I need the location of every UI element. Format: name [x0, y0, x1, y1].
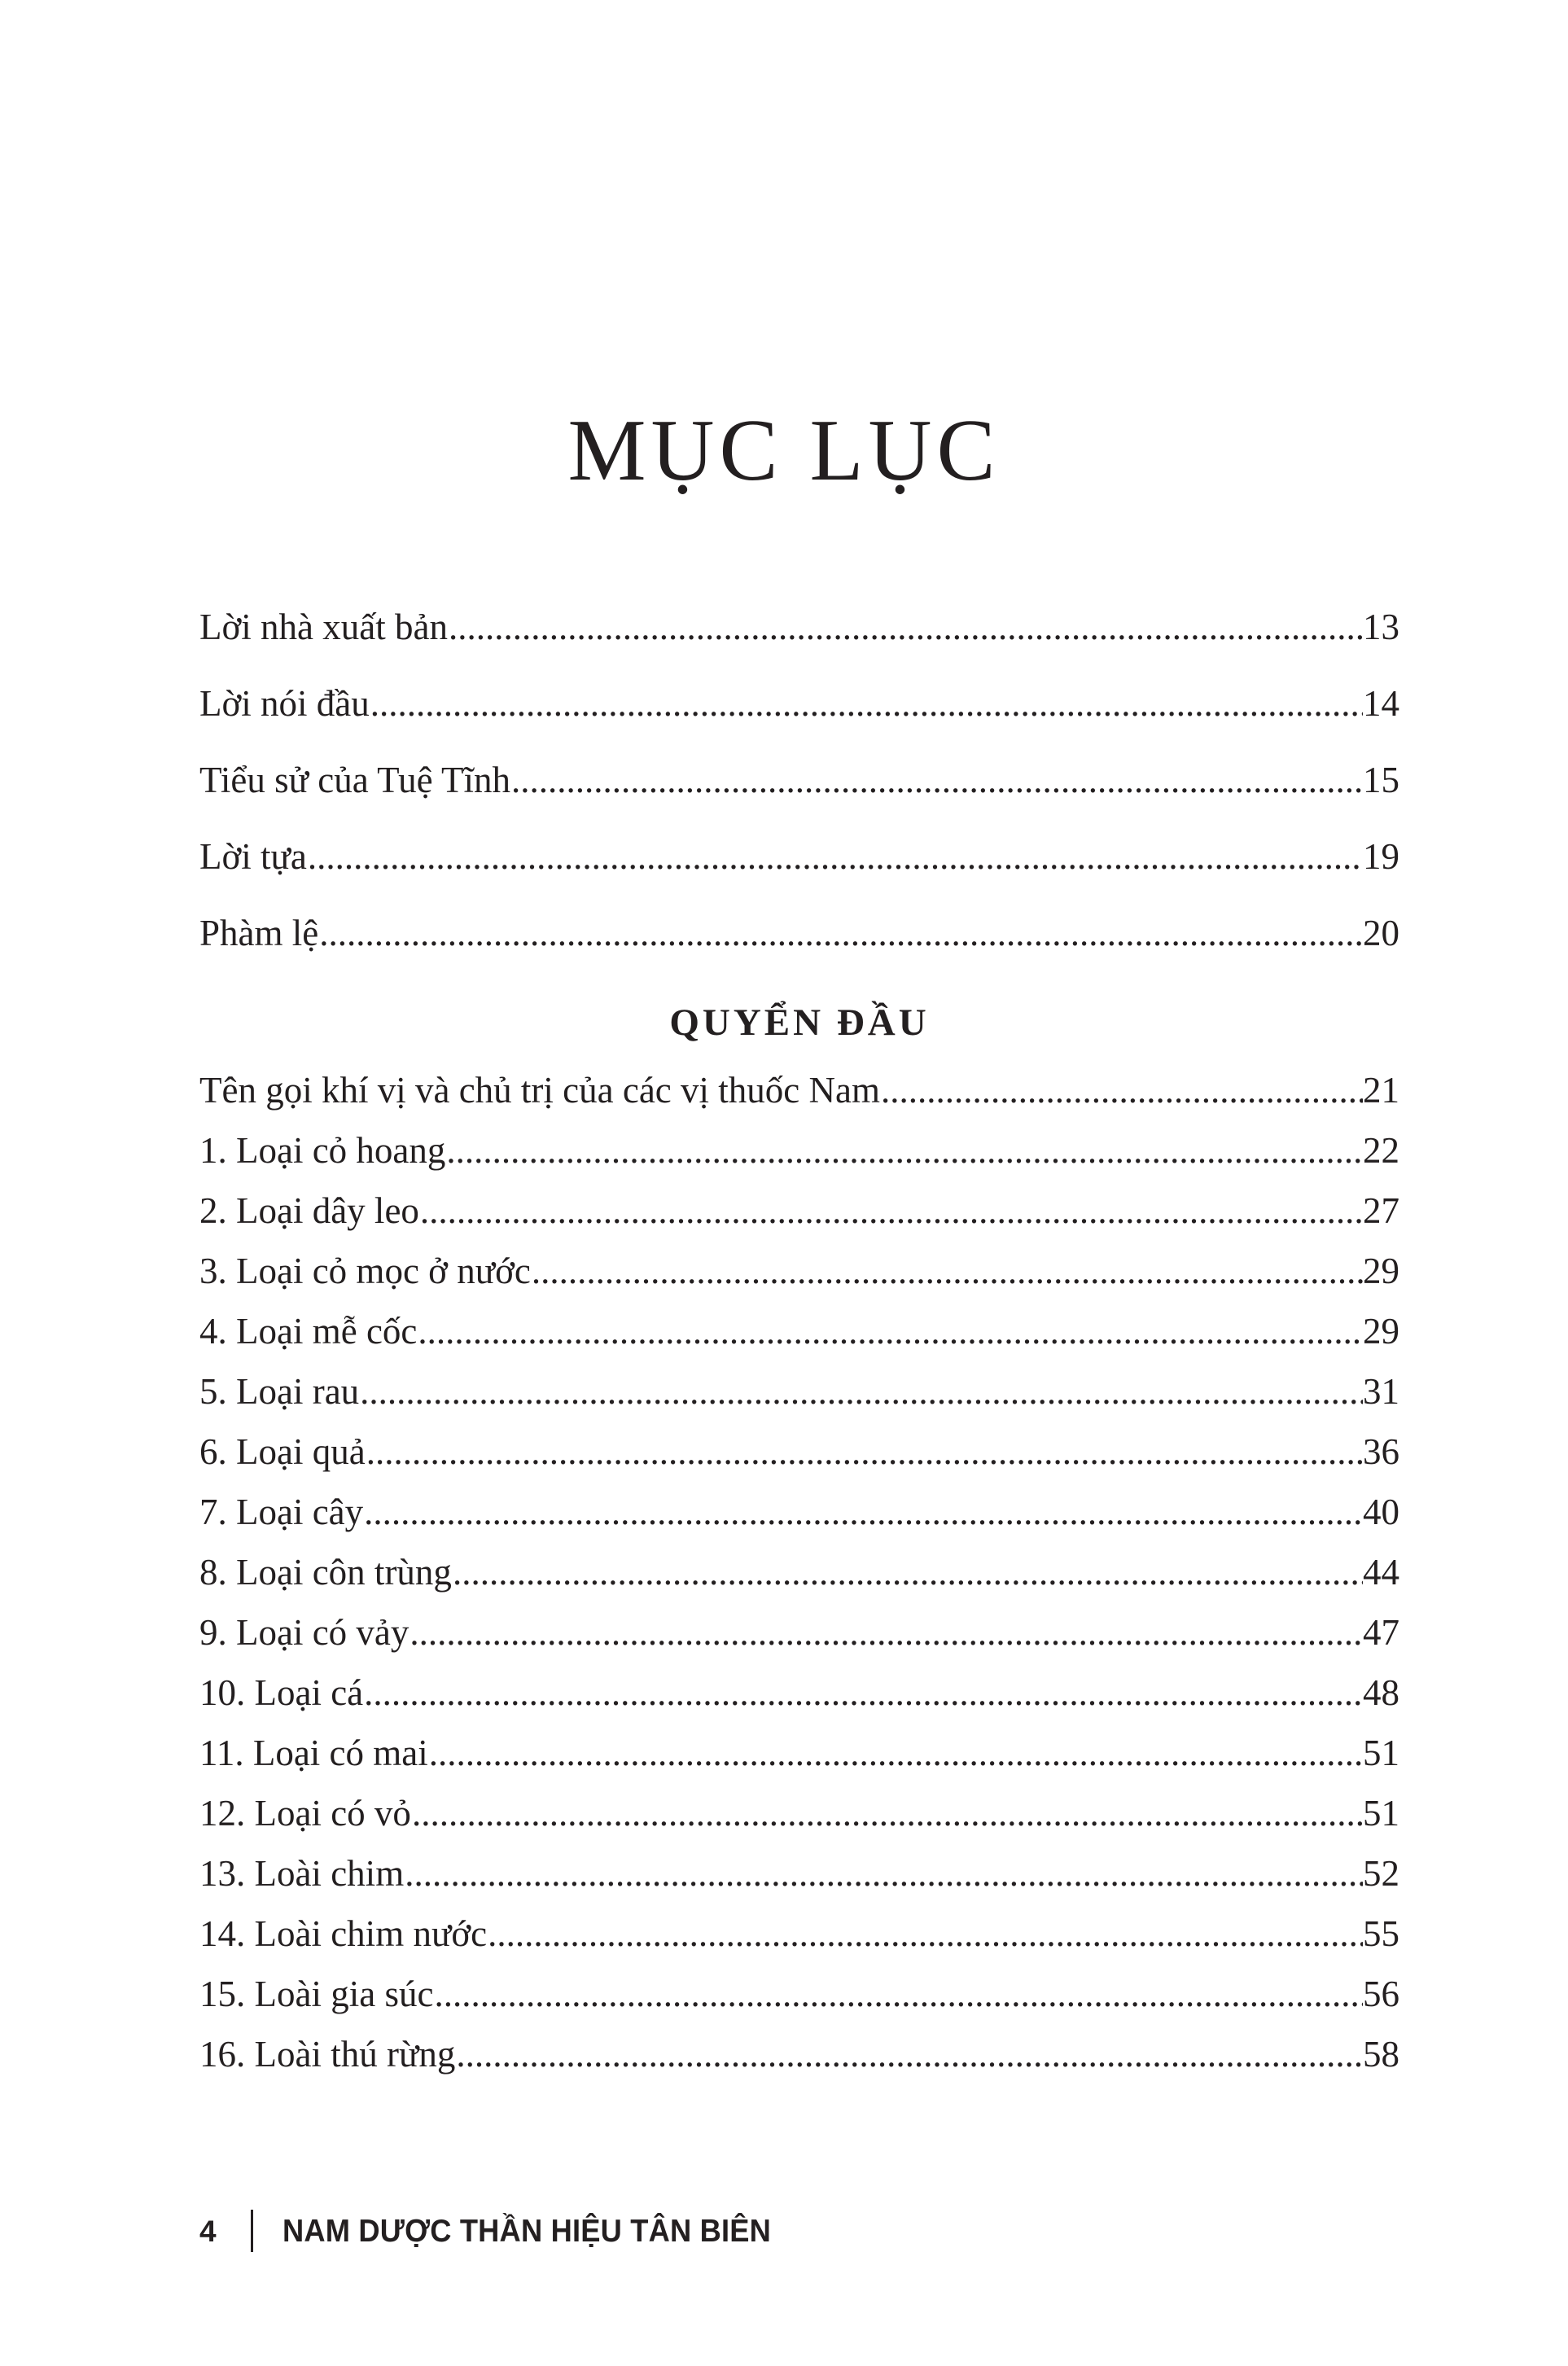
toc.section_entries-page-number: 44 — [1363, 1551, 1399, 1593]
dot-leader — [881, 1072, 1363, 1109]
toc.section_entries-page-number: 51 — [1363, 1732, 1399, 1773]
toc-entry[interactable] — [199, 1129, 1399, 1171]
toc-entry[interactable] — [199, 1190, 1399, 1231]
toc-entry[interactable] — [199, 915, 1399, 952]
dot-leader — [360, 1374, 1363, 1410]
toc.section_entries-page-number: 56 — [1363, 1973, 1399, 2014]
toc-entry[interactable] — [199, 1973, 1399, 2014]
toc.section_entries-label: 12. Loại có vỏ — [199, 1792, 411, 1834]
toc.section_entries-label: 9. Loại có vảy — [199, 1611, 410, 1653]
toc-entry[interactable] — [199, 836, 1399, 877]
toc.section_entries-page-number: 29 — [1363, 1250, 1399, 1291]
dot-leader — [420, 1193, 1363, 1229]
toc-entry[interactable] — [199, 1250, 1399, 1291]
toc-entry[interactable] — [199, 1310, 1399, 1352]
section-header-quyen-dau: QUYỂN ĐẦU — [669, 1001, 930, 1044]
toc-entry[interactable] — [199, 762, 1399, 799]
toc.front_matter-label: Tiểu sử của Tuệ Tĩnh — [199, 760, 510, 800]
toc.front_matter-label: Lời nhà xuất bản — [199, 607, 448, 647]
toc.section_entries-label: 1. Loại cỏ hoang — [199, 1129, 446, 1171]
toc.section_entries-page-number: 58 — [1363, 2033, 1399, 2075]
dot-leader — [412, 1795, 1363, 1832]
toc.section_entries-page-number: 48 — [1363, 1672, 1399, 1713]
toc.section_entries-page-number: 51 — [1363, 1792, 1399, 1834]
toc.section_entries-label: 4. Loại mễ cốc — [199, 1310, 418, 1352]
toc.section_entries-label: 15. Loài gia súc — [199, 1973, 434, 2014]
dot-leader — [319, 915, 1363, 952]
toc.section_entries-page-number: 47 — [1363, 1611, 1399, 1653]
toc-entry[interactable] — [199, 1611, 1399, 1653]
toc-section-entries-group — [199, 1069, 1399, 2075]
page-footer — [199, 2206, 808, 2255]
toc.section_entries-page-number: 52 — [1363, 1852, 1399, 1894]
toc.section_entries-label: 14. Loài chim nước — [199, 1913, 488, 1954]
dot-leader — [434, 1976, 1363, 2013]
toc-entry[interactable] — [199, 609, 1399, 646]
toc-entry[interactable] — [199, 1431, 1399, 1472]
toc-entry[interactable] — [199, 1370, 1399, 1412]
dot-leader — [405, 1856, 1363, 1892]
toc.section_entries-page-number: 22 — [1363, 1129, 1399, 1171]
toc.front_matter-label: Lời tựa — [199, 836, 307, 877]
toc-content — [199, 609, 1399, 2097]
toc.front_matter-page-number: 19 — [1363, 836, 1399, 877]
dot-leader — [364, 1494, 1363, 1531]
dot-leader — [488, 1916, 1363, 1952]
toc.section_entries-page-number: 40 — [1363, 1491, 1399, 1532]
dot-leader — [456, 2036, 1363, 2073]
toc.section_entries-page-number: 36 — [1363, 1431, 1399, 1472]
toc.front_matter-label: Phàm lệ — [199, 913, 319, 953]
toc.section_entries-label: 2. Loại dây leo — [199, 1190, 419, 1231]
toc.section_entries-page-number: 31 — [1363, 1370, 1399, 1412]
footer-page-number: 4 — [199, 2214, 217, 2248]
toc-entry[interactable] — [199, 1491, 1399, 1532]
toc-entry[interactable] — [199, 1069, 1399, 1111]
dot-leader — [364, 1675, 1363, 1711]
dot-leader — [453, 1554, 1363, 1591]
footer-divider — [251, 2210, 253, 2252]
toc.section_entries-label: 6. Loại quả — [199, 1431, 366, 1472]
toc.front_matter-page-number: 20 — [1363, 913, 1399, 953]
toc-entry[interactable] — [199, 1913, 1399, 1954]
dot-leader — [532, 1253, 1363, 1290]
toc.section_entries-label: 3. Loại cỏ mọc ở nước — [199, 1250, 531, 1291]
toc.section_entries-page-number: 29 — [1363, 1310, 1399, 1352]
toc.section_entries-label: 13. Loài chim — [199, 1852, 405, 1894]
dot-leader — [418, 1313, 1363, 1350]
toc-entry[interactable] — [199, 1672, 1399, 1713]
toc-entry[interactable] — [199, 2033, 1399, 2075]
toc.section_entries-page-number: 27 — [1363, 1190, 1399, 1231]
toc-entry[interactable] — [199, 1852, 1399, 1894]
toc.section_entries-label: 7. Loại cây — [199, 1491, 364, 1532]
toc.section_entries-label: 8. Loại côn trùng — [199, 1551, 452, 1593]
dot-leader — [370, 686, 1363, 722]
dot-leader — [308, 839, 1363, 875]
dot-leader — [366, 1434, 1363, 1470]
footer-book-title: NAM DƯỢC THẦN HIỆU TÂN BIÊN — [283, 2213, 772, 2249]
dot-leader — [449, 609, 1363, 646]
toc-entry[interactable] — [199, 1732, 1399, 1773]
toc.section_entries-page-number: 21 — [1363, 1069, 1399, 1111]
toc.front_matter-label: Lời nói đầu — [199, 683, 370, 724]
toc-entry[interactable] — [199, 1551, 1399, 1593]
page-title: MỤC LỤC — [567, 402, 1001, 500]
toc.section_entries-label: 5. Loại rau — [199, 1370, 360, 1412]
toc-entry[interactable] — [199, 683, 1399, 724]
dot-leader — [429, 1735, 1363, 1772]
dot-leader — [511, 762, 1363, 799]
toc-front-matter-group — [199, 609, 1399, 952]
toc.section_entries-label: 11. Loại có mai — [199, 1732, 428, 1773]
toc.front_matter-page-number: 13 — [1363, 607, 1399, 647]
toc.front_matter-page-number: 14 — [1363, 683, 1399, 724]
dot-leader — [446, 1133, 1363, 1169]
dot-leader — [410, 1615, 1363, 1651]
toc.section_entries-label: Tên gọi khí vị và chủ trị của các vị thuốc Nam — [199, 1069, 880, 1111]
toc-entry[interactable] — [199, 1792, 1399, 1834]
toc.section_entries-label: 10. Loại cá — [199, 1672, 364, 1713]
toc.section_entries-label: 16. Loài thú rừng — [199, 2033, 456, 2075]
toc.section_entries-page-number: 55 — [1363, 1913, 1399, 1954]
toc.front_matter-page-number: 15 — [1363, 760, 1399, 800]
